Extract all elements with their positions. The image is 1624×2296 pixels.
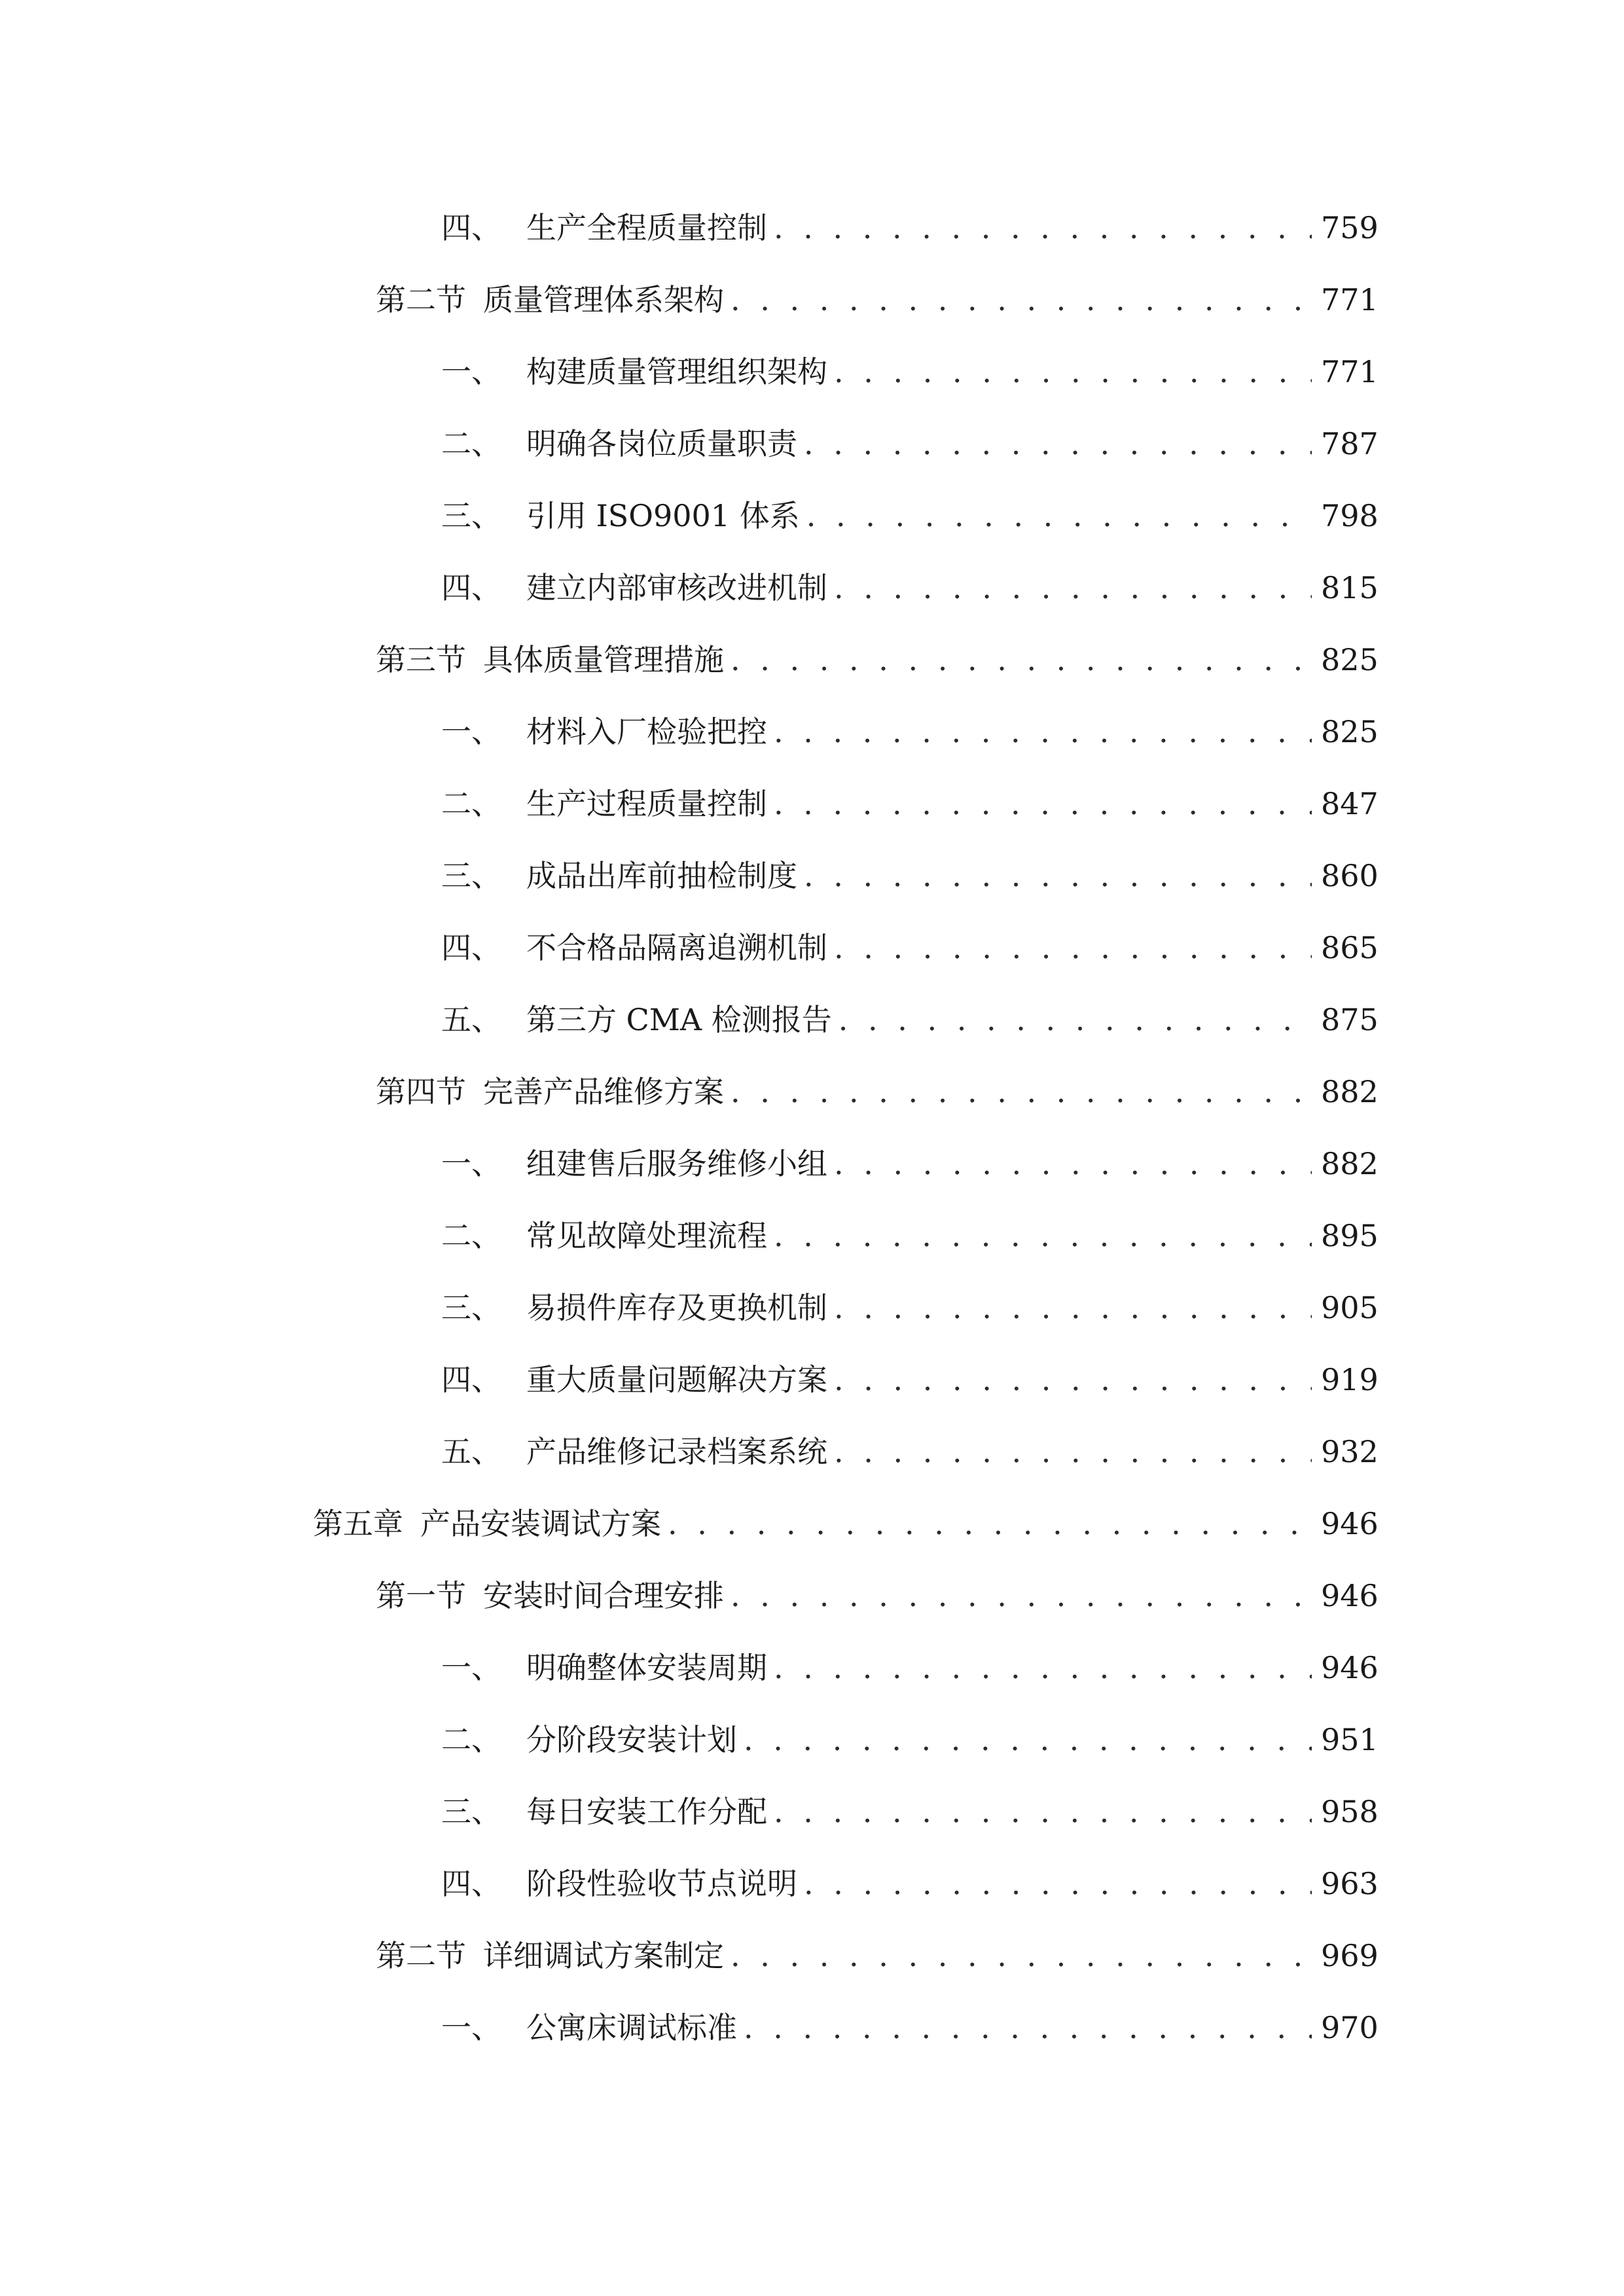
toc-entry-number: 二、 xyxy=(441,786,501,821)
toc-entry[interactable] xyxy=(441,490,1379,542)
toc-entry-page: 815 xyxy=(1321,570,1379,605)
dot-leader xyxy=(731,1570,1312,1622)
dot-leader xyxy=(731,634,1312,686)
toc-entry[interactable] xyxy=(441,1354,1379,1406)
toc-entry-page: 787 xyxy=(1321,426,1379,461)
toc-entry-title: 安装时间合理安排 xyxy=(483,1578,724,1613)
toc-entry[interactable] xyxy=(441,202,1379,254)
dot-leader xyxy=(834,1138,1312,1190)
toc-entry-number: 三、 xyxy=(441,498,501,533)
toc-entry-page: 895 xyxy=(1321,1218,1379,1253)
toc-entry[interactable] xyxy=(441,1282,1379,1334)
toc-entry-number: 五、 xyxy=(441,1002,501,1037)
toc-entry-number: 二、 xyxy=(441,426,501,461)
toc-entry-title: 建立内部审核改进机制 xyxy=(526,570,827,605)
dot-leader xyxy=(774,202,1312,254)
toc-entry[interactable] xyxy=(441,1426,1379,1478)
toc-entry[interactable] xyxy=(441,2001,1379,2054)
toc-entry-number: 三、 xyxy=(441,1290,501,1325)
toc-entry-title: 明确整体安装周期 xyxy=(526,1650,767,1685)
toc-entry-page: 932 xyxy=(1321,1434,1379,1469)
toc-entry-number: 二、 xyxy=(441,1722,501,1757)
toc-entry-page: 946 xyxy=(1321,1506,1379,1541)
toc-entry[interactable] xyxy=(441,850,1379,902)
toc-entry[interactable] xyxy=(376,274,1379,326)
toc-entry[interactable] xyxy=(441,562,1379,614)
toc-entry-page: 970 xyxy=(1321,2010,1379,2045)
toc-entry[interactable] xyxy=(376,1570,1379,1622)
toc-entry[interactable] xyxy=(441,1713,1379,1766)
toc-entry[interactable] xyxy=(441,922,1379,974)
toc-entry[interactable] xyxy=(441,1138,1379,1190)
toc-entry-page: 865 xyxy=(1321,930,1379,965)
toc-entry-page: 825 xyxy=(1321,642,1379,677)
toc-entry-number: 一、 xyxy=(441,714,501,749)
toc-entry-title: 重大质量问题解决方案 xyxy=(526,1362,827,1397)
toc-entry-page: 963 xyxy=(1321,1866,1379,1901)
dot-leader xyxy=(774,706,1312,758)
dot-leader xyxy=(774,1785,1312,1838)
toc-entry-title: 每日安装工作分配 xyxy=(526,1794,767,1829)
toc-entry-number: 一、 xyxy=(441,354,501,389)
toc-entry[interactable] xyxy=(376,634,1379,686)
toc-entry-page: 798 xyxy=(1321,498,1379,533)
toc-entry-page: 946 xyxy=(1321,1650,1379,1685)
toc-entry-title: 构建质量管理组织架构 xyxy=(526,354,827,389)
toc-entry-number: 第五章 xyxy=(313,1506,403,1541)
toc-entry[interactable] xyxy=(441,1641,1379,1694)
toc-entry-page: 771 xyxy=(1321,354,1379,389)
toc-entry[interactable] xyxy=(376,1929,1379,1982)
toc-entry-title: 第三方 CMA 检测报告 xyxy=(526,1002,832,1037)
dot-leader xyxy=(731,274,1312,326)
toc-entry-title: 产品安装调试方案 xyxy=(420,1506,661,1541)
toc-entry[interactable] xyxy=(441,418,1379,470)
toc-entry-title: 产品维修记录档案系统 xyxy=(526,1434,827,1469)
toc-entry-page: 946 xyxy=(1321,1578,1379,1613)
toc-entry-title: 材料入厂检验把控 xyxy=(526,714,767,749)
toc-entry-title: 常见故障处理流程 xyxy=(526,1218,767,1253)
toc-entry-page: 958 xyxy=(1321,1794,1379,1829)
toc-entry-number: 四、 xyxy=(441,1362,501,1397)
toc-entry-number: 二、 xyxy=(441,1218,501,1253)
toc-entry-page: 771 xyxy=(1321,282,1379,317)
toc-entry[interactable] xyxy=(441,778,1379,830)
toc-entry-number: 一、 xyxy=(441,2010,501,2045)
toc-entry-number: 一、 xyxy=(441,1146,501,1181)
toc-entry-title: 明确各岗位质量职责 xyxy=(526,426,797,461)
toc-entry-title: 不合格品隔离追溯机制 xyxy=(526,930,827,965)
toc-entry-number: 三、 xyxy=(441,1794,501,1829)
toc-entry-page: 860 xyxy=(1321,858,1379,893)
dot-leader xyxy=(834,562,1312,614)
toc-entry-title: 组建售后服务维修小组 xyxy=(526,1146,827,1181)
dot-leader xyxy=(774,1210,1312,1262)
dot-leader xyxy=(834,346,1312,398)
dot-leader xyxy=(744,1713,1312,1766)
toc-entry-number: 五、 xyxy=(441,1434,501,1469)
toc-entry-number: 第二节 xyxy=(376,1938,466,1973)
toc-entry-title: 详细调试方案制定 xyxy=(483,1938,724,1973)
dot-leader xyxy=(731,1929,1312,1982)
toc-entry[interactable] xyxy=(441,994,1379,1046)
dot-leader xyxy=(834,1426,1312,1478)
toc-entry-title: 分阶段安装计划 xyxy=(526,1722,737,1757)
toc-entry-number: 四、 xyxy=(441,930,501,965)
dot-leader xyxy=(744,2001,1312,2054)
toc-entry[interactable] xyxy=(376,1066,1379,1118)
toc-entry-number: 第二节 xyxy=(376,282,466,317)
toc-entry-number: 一、 xyxy=(441,1650,501,1685)
toc-entry[interactable] xyxy=(441,706,1379,758)
toc-entry[interactable] xyxy=(441,1857,1379,1910)
toc-entry-page: 905 xyxy=(1321,1290,1379,1325)
toc-entry[interactable] xyxy=(441,1210,1379,1262)
dot-leader xyxy=(774,1641,1312,1694)
toc-entry-number: 三、 xyxy=(441,858,501,893)
toc-entry-page: 847 xyxy=(1321,786,1379,821)
toc-entry-title: 阶段性验收节点说明 xyxy=(526,1866,797,1901)
dot-leader xyxy=(731,1066,1312,1118)
toc-entry-page: 825 xyxy=(1321,714,1379,749)
dot-leader xyxy=(834,1354,1312,1406)
toc-entry-number: 第四节 xyxy=(376,1074,466,1109)
toc-entry-title: 完善产品维修方案 xyxy=(483,1074,724,1109)
toc-entry-page: 951 xyxy=(1321,1722,1379,1757)
toc-entry[interactable] xyxy=(441,1785,1379,1838)
toc-entry-number: 第一节 xyxy=(376,1578,466,1613)
dot-leader xyxy=(804,850,1312,902)
toc-entry-title: 具体质量管理措施 xyxy=(483,642,724,677)
toc-entry-number: 四、 xyxy=(441,210,501,245)
dot-leader xyxy=(834,922,1312,974)
dot-leader xyxy=(804,1857,1312,1910)
toc-entry-title: 生产全程质量控制 xyxy=(526,210,767,245)
dot-leader xyxy=(839,994,1312,1046)
toc-entry-page: 875 xyxy=(1321,1002,1379,1037)
dot-leader xyxy=(806,490,1312,542)
toc-entry-page: 882 xyxy=(1321,1146,1379,1181)
dot-leader xyxy=(774,778,1312,830)
toc-entry-title: 公寓床调试标准 xyxy=(526,2010,737,2045)
toc-entry-number: 四、 xyxy=(441,1866,501,1901)
toc-entry-page: 919 xyxy=(1321,1362,1379,1397)
toc-entry-page: 969 xyxy=(1321,1938,1379,1973)
toc-entry-page: 882 xyxy=(1321,1074,1379,1109)
dot-leader xyxy=(804,418,1312,470)
dot-leader xyxy=(668,1498,1312,1550)
toc-entry-title: 成品出库前抽检制度 xyxy=(526,858,797,893)
toc-entry-title: 生产过程质量控制 xyxy=(526,786,767,821)
toc-entry-title: 质量管理体系架构 xyxy=(483,282,724,317)
dot-leader xyxy=(834,1282,1312,1334)
toc-entry[interactable] xyxy=(441,346,1379,398)
toc-entry-title: 引用 ISO9001 体系 xyxy=(526,498,800,533)
toc-entry-title: 易损件库存及更换机制 xyxy=(526,1290,827,1325)
toc-entry[interactable] xyxy=(313,1498,1379,1550)
toc-entry-number: 第三节 xyxy=(376,642,466,677)
toc-entry-number: 四、 xyxy=(441,570,501,605)
toc-entry-page: 759 xyxy=(1321,210,1379,245)
